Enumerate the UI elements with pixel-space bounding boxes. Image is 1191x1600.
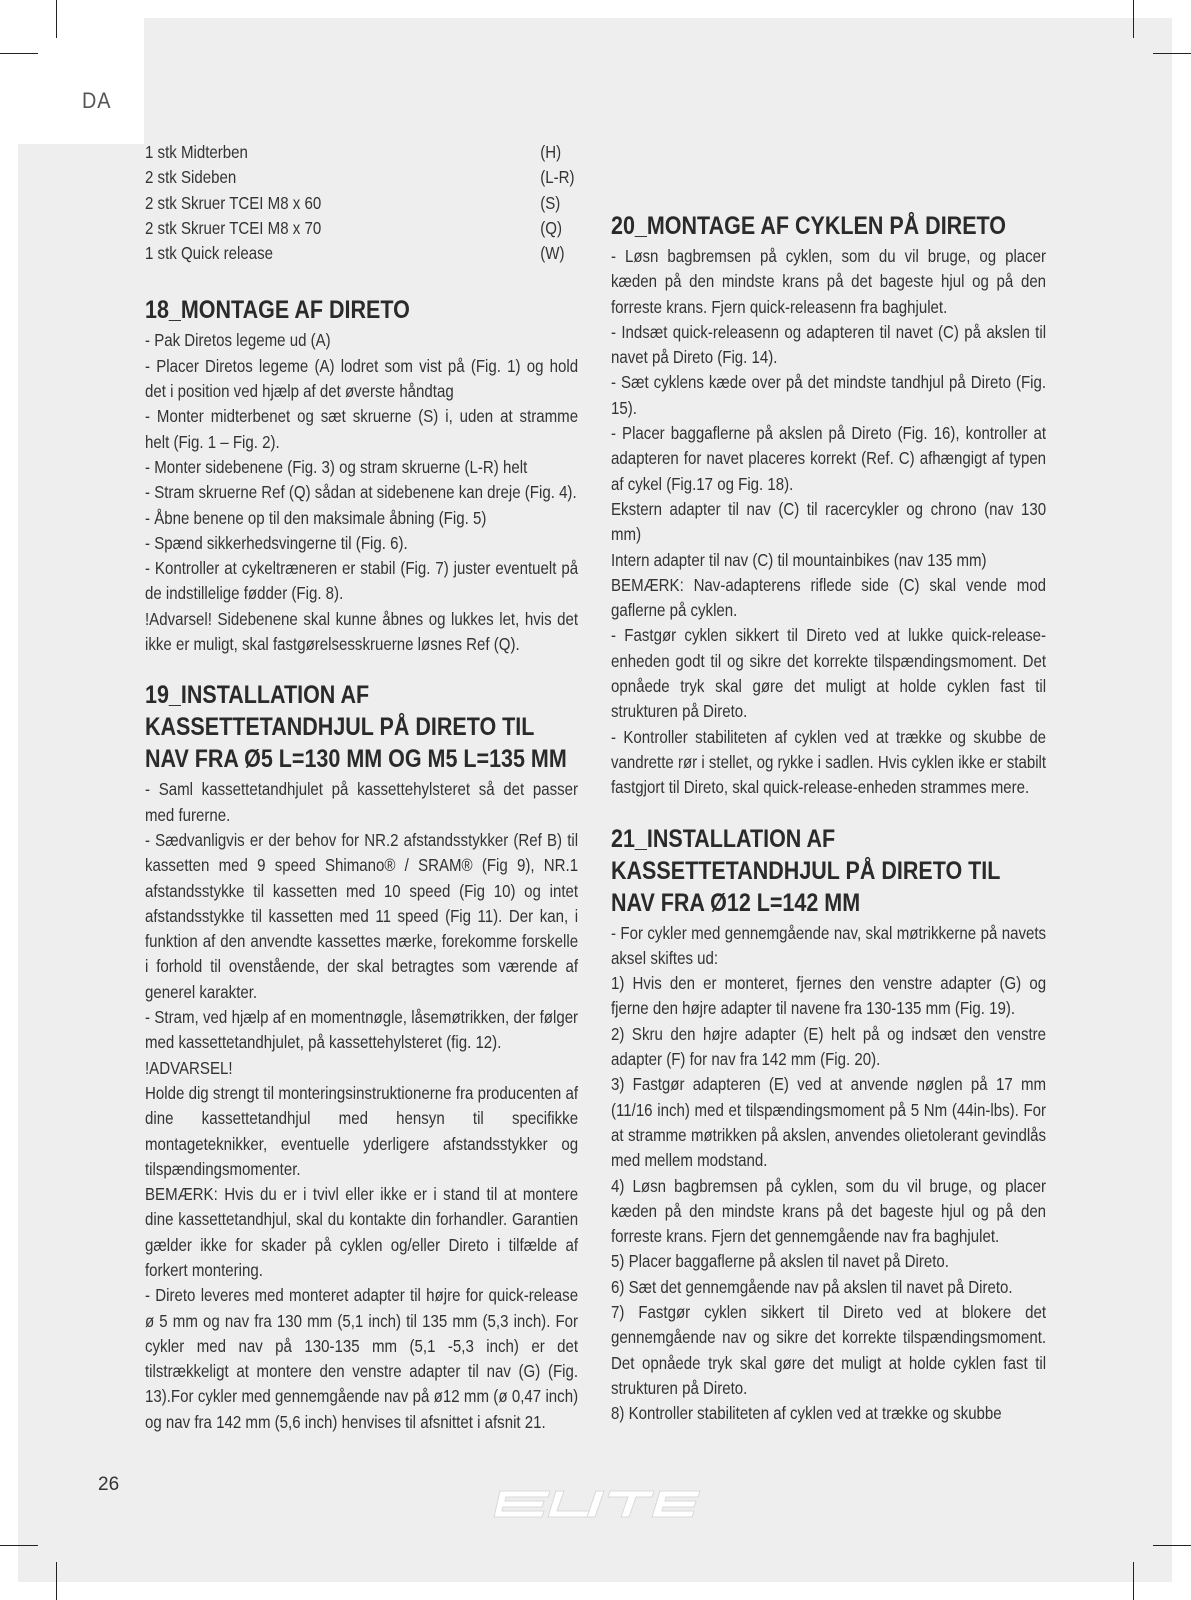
part-code: (L-R) <box>540 167 575 188</box>
crop-mark <box>1153 1545 1191 1546</box>
part-label: 1 stk Quick release <box>145 243 273 264</box>
crop-mark <box>0 53 38 54</box>
section-19-paragraph: - Sædvanligvis er der behov for NR.2 afstandsstykker (Ref B) til kassetten med 9 speed Shimano® / SRAM® (Fig 9), NR.1 afstandsstykke til kassetten med 10 speed (Fig 10) og intet afstandsstykke til kassetten med 11 speed (Fig 11). Der kan, i funktion af den anvendte kassettes mærke, forekomme forskelle i forhold til ovenstående, der skal betragtes som værende af generel karakter. <box>145 829 579 1002</box>
part-label: 1 stk Midterben <box>145 142 248 162</box>
section-18-paragraph: - Pak Diretos legeme ud (A) <box>145 330 331 351</box>
parts-list-item <box>145 216 578 241</box>
elite-logo <box>492 1489 702 1526</box>
part-label: 2 stk Skruer TCEI M8 x 70 <box>145 217 322 238</box>
left-column <box>145 140 578 1435</box>
section-20-paragraph: - Løsn bagbremsen på cyklen, som du vil bruge, og placer kæden på den mindste krans på det bageste hjul og på den forreste krans. Fjern quick-releasenn fra baghjulet. <box>611 246 1047 317</box>
section-21-paragraph: 3) Fastgør adapteren (E) ved at anvende nøglen på 17 mm (11/16 inch) med et tilspændingsmoment på 5 Nm (44in-lbs). For at stramme møtrikken på akslen, anvendes olietolerant gevindlås med mellem modstand. <box>611 1074 1047 1171</box>
crop-mark <box>56 1562 57 1600</box>
section-19-paragraph: - Saml kassettetandhjulet på kassettehylsteret så det passer med furerne. <box>145 779 579 825</box>
crop-mark <box>1153 53 1191 54</box>
section-20-paragraph: Ekstern adapter til nav (C) til racercykler og chrono (nav 130 mm) <box>611 498 1047 545</box>
parts-list <box>145 140 578 266</box>
section-21-heading: 21_INSTALLATION AF KASSETTETANDHJUL PÅ DIRETO TIL NAV FRA Ø12 L=142 MM <box>611 824 1001 917</box>
crop-mark <box>1133 0 1134 38</box>
section-20-paragraph: - Indsæt quick-releasenn og adapteren til navet (C) på akslen til navet på Direto (Fig. 14). <box>611 321 1047 368</box>
section-18-paragraph: - Placer Diretos legeme (A) lodret som vist på (Fig. 1) og hold det i position ved hjælp af det øverste håndtag <box>145 355 579 402</box>
section-19-paragraph: - Stram, ved hjælp af en momentnøgle, låsemøtrikken, der følger med kassettetandhjulet, på kassettehylsteret (fig. 12). <box>145 1007 579 1053</box>
section-20-paragraph: - Placer baggaflerne på akslen på Direto (Fig. 16), kontroller at adapteren for navet placeres korrekt (Ref. C) afhængigt af typen af cykel (Fig.17 og Fig. 18). <box>611 423 1047 494</box>
section-19-note: BEMÆRK: Hvis du er i tvivl eller ikke er i stand til at montere dine kassettetandhjul, skal du kontakte din forhandler. Garantien gælder ikke for skader på cyklen og/eller Direto i tilfælde af forkert montering. <box>145 1184 579 1280</box>
section-21-paragraph: - For cykler med gennemgående nav, skal møtrikkerne på navets aksel skiftes ud: <box>611 922 1047 968</box>
section-18-heading: 18_MONTAGE AF DIRETO <box>145 296 410 325</box>
section-19-heading: 19_INSTALLATION AF KASSETTETANDHJUL PÅ DIRETO TIL NAV FRA Ø5 L=130 MM OG M5 L=135 MM <box>145 681 567 774</box>
section-20-heading: 20_MONTAGE AF CYKLEN PÅ DIRETO <box>611 212 1007 240</box>
language-tab <box>18 18 144 144</box>
crop-mark <box>1133 1562 1134 1600</box>
right-column <box>611 140 1046 1426</box>
section-20-paragraph: - Kontroller stabiliteten af cyklen ved at trække og skubbe de vandrette rør i stellet, og rykke i sadlen. Hvis cyklen ikke er stabilt fastgjort til Direto, skal quick-release-enheden strammes mere. <box>611 726 1047 798</box>
page-number: 26 <box>98 1474 120 1495</box>
language-label: DA <box>82 88 112 113</box>
section-19-paragraph: - Direto leveres med monteret adapter til højre for quick-release ø 5 mm og nav fra 130 mm (5,1 inch) til 135 mm (5,3 inch). For cykler med nav på 130-135 mm (5,1 -5,3 inch) er det tilstrækkeligt at montere den venstre adapter til nav (G) (Fig. 13).For cykler med gennemgående nav på ø12 mm (ø 0,47 inch) og nav fra 142 mm (5,6 inch) henvises til afsnittet i afsnit 21. <box>145 1285 579 1432</box>
section-21-paragraph: 1) Hvis den er monteret, fjernes den venstre adapter (G) og fjerne den højre adapter til navene fra 130-135 mm (Fig. 19). <box>611 973 1047 1019</box>
section-18-paragraph: - Monter sidebenene (Fig. 3) og stram skruerne (L-R) helt <box>145 456 528 477</box>
part-label: 2 stk Skruer TCEI M8 x 60 <box>145 192 322 213</box>
section-20-paragraph: - Fastgør cyklen sikkert til Direto ved at lukke quick-release-enheden godt til og sikre det korrekte tilspændingsmoment. Det opnåede tryk skal gøre det muligt at holde cyklen fast til strukturen på Direto. <box>611 625 1047 722</box>
section-21-paragraph: 6) Sæt det gennemgående nav på akslen til navet på Direto. <box>611 1276 1013 1297</box>
section-21-paragraph: 2) Skru den højre adapter (E) helt på og indsæt den venstre adapter (F) for nav fra 142 mm (Fig. 20). <box>611 1023 1047 1070</box>
parts-list-item <box>145 241 578 266</box>
section-18-paragraph: - Spænd sikkerhedsvingerne til (Fig. 6). <box>145 532 408 553</box>
elite-logo-icon <box>492 1489 702 1521</box>
crop-mark <box>56 0 57 38</box>
section-18-warning: !Advarsel! Sidebenene skal kunne åbnes og lukkes let, hvis det ikke er muligt, skal fastgørelsesskruerne løsnes Ref (Q). <box>145 608 579 655</box>
section-21-paragraph: 8) Kontroller stabiliteten af cyklen ved at trække og skubbe <box>611 1403 1002 1424</box>
section-20-note: BEMÆRK: Nav-adapterens riflede side (C) skal vende mod gaflerne på cyklen. <box>611 574 1047 621</box>
parts-list-item <box>145 140 578 165</box>
section-18-paragraph: - Monter midterbenet og sæt skruerne (S) i, uden at stramme helt (Fig. 1 – Fig. 2). <box>145 406 579 452</box>
parts-list-item <box>145 165 578 190</box>
section-21-paragraph: 5) Placer baggaflerne på akslen til navet på Direto. <box>611 1251 949 1272</box>
section-21-paragraph: 4) Løsn bagbremsen på cyklen, som du vil bruge, og placer kæden på den mindste krans på det bageste hjul og på den forreste krans. Fjern det gennemgående nav fra baghjulet. <box>611 1175 1047 1247</box>
section-19-warning-title: !ADVARSEL! <box>145 1057 233 1078</box>
section-20-paragraph: Intern adapter til nav (C) til mountainbikes (nav 135 mm) <box>611 549 987 570</box>
section-18-paragraph: - Kontroller at cykeltræneren er stabil (Fig. 7) juster eventuelt på de indstillelige fødder (Fig. 8). <box>145 558 579 604</box>
continued-text-spacer <box>611 140 1046 190</box>
part-code: (H) <box>540 142 562 162</box>
section-19-paragraph: Holde dig strengt til monteringsinstruktionerne fra producenten af dine kassettetandhjul med hensyn til specifikke montageteknikker, eventuelle yderligere afstandsstykker og tilspændingsmomenter. <box>145 1082 579 1179</box>
part-code: (S) <box>540 192 561 213</box>
part-code: (Q) <box>540 217 562 238</box>
part-code: (W) <box>540 243 565 264</box>
parts-list-item <box>145 191 578 216</box>
section-20-paragraph: - Sæt cyklens kæde over på det mindste tandhjul på Direto (Fig. 15). <box>611 372 1047 418</box>
crop-mark <box>0 1545 38 1546</box>
section-21-paragraph: 7) Fastgør cyklen sikkert til Direto ved at blokere det gennemgående nav og sikre det korrekte tilspændingsmoment. Det opnåede tryk skal gøre det muligt at holde cyklen fast til strukturen på Direto. <box>611 1301 1047 1398</box>
section-18-paragraph: - Stram skruerne Ref (Q) sådan at sidebenene kan dreje (Fig. 4). <box>145 482 577 503</box>
section-18-paragraph: - Åbne benene op til den maksimale åbning (Fig. 5) <box>145 507 487 528</box>
part-label: 2 stk Sideben <box>145 167 237 188</box>
